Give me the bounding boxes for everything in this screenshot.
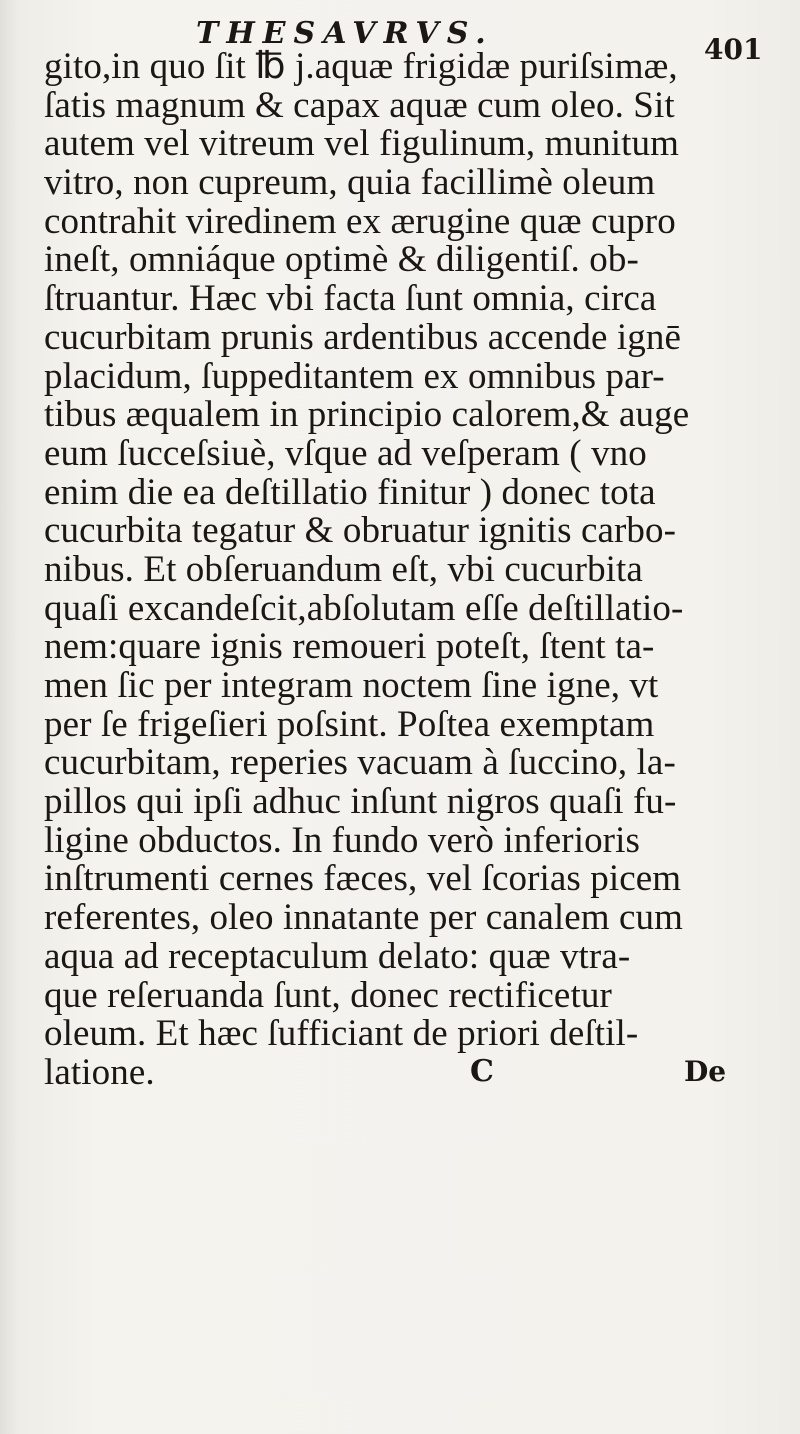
text-line: autem vel vitreum vel figulinum, munitum bbox=[44, 125, 679, 165]
text-line: cucurbita tegatur & obruatur ignitis carbo- bbox=[44, 512, 677, 551]
gutter-shadow bbox=[0, 0, 18, 1434]
text-line: men ſic per integram noctem ſine igne, vt bbox=[44, 667, 659, 706]
text-line: gito,in quo ſit ℔ j.aquæ frigidæ puriſsimæ, bbox=[44, 48, 678, 87]
signature-mark: C bbox=[470, 1054, 494, 1089]
text-line: cucurbitam, reperies vacuam à ſuccino, la- bbox=[44, 744, 676, 784]
text-line: enim die ea deſtillatio finitur ) donec tota bbox=[44, 473, 656, 513]
text-line: eum ſucceſsiuè, vſque ad veſperam ( vno bbox=[44, 434, 647, 474]
text-line: oleum. Et hæc ſufficiant de priori deſtil- bbox=[44, 1015, 639, 1054]
text-line: cucurbitam prunis ardentibus accende ignē bbox=[44, 318, 681, 358]
text-line: placidum, ſuppeditantem ex omnibus par- bbox=[44, 357, 665, 397]
text-line: ineſt, omniáque optimè & diligentiſ. ob- bbox=[44, 241, 639, 281]
text-line: ſtruantur. Hæc vbi facta ſunt omnia, circa bbox=[44, 280, 657, 319]
text-line: que reſeruanda ſunt, donec rectificetur bbox=[44, 976, 612, 1016]
text-line: per ſe frigeſieri poſsint. Poſtea exemptam bbox=[44, 705, 655, 745]
text-line: referentes, oleo innatante per canalem cum bbox=[44, 899, 684, 938]
text-line: pillos qui ipſi adhuc inſunt nigros quaſi fu- bbox=[44, 783, 677, 822]
text-line: ligine obductos. In fundo verò inferioris bbox=[44, 821, 640, 861]
text-line: tibus æqualem in principio calorem,& auge bbox=[44, 396, 690, 435]
catchword: De bbox=[684, 1055, 727, 1088]
text-line: latione. bbox=[44, 1053, 155, 1093]
text-line: aqua ad receptaculum delato: quæ vtra- bbox=[44, 937, 631, 977]
text-line: vitro, non cupreum, quia facillimè oleum bbox=[44, 164, 656, 203]
running-title: THESAVRVS. bbox=[196, 16, 494, 51]
text-line: nem:quare ignis remoueri poteſt, ſtent ta- bbox=[44, 628, 655, 667]
text-line: inſtrumenti cernes fæces, vel ſcorias picem bbox=[44, 860, 682, 900]
page-footer bbox=[0, 1052, 800, 1092]
body-text bbox=[44, 48, 764, 1093]
page-number: 401 bbox=[704, 33, 763, 66]
text-line: contrahit viredinem ex ærugine quæ cupro bbox=[44, 202, 676, 242]
text-line: nibus. Et obſeruandum eſt, vbi cucurbita bbox=[44, 550, 643, 590]
text-line: quaſi excandeſcit,abſolutam eſſe deſtillatio- bbox=[44, 589, 684, 629]
text-line: ſatis magnum & capax aquæ cum oleo. Sit bbox=[44, 86, 675, 126]
